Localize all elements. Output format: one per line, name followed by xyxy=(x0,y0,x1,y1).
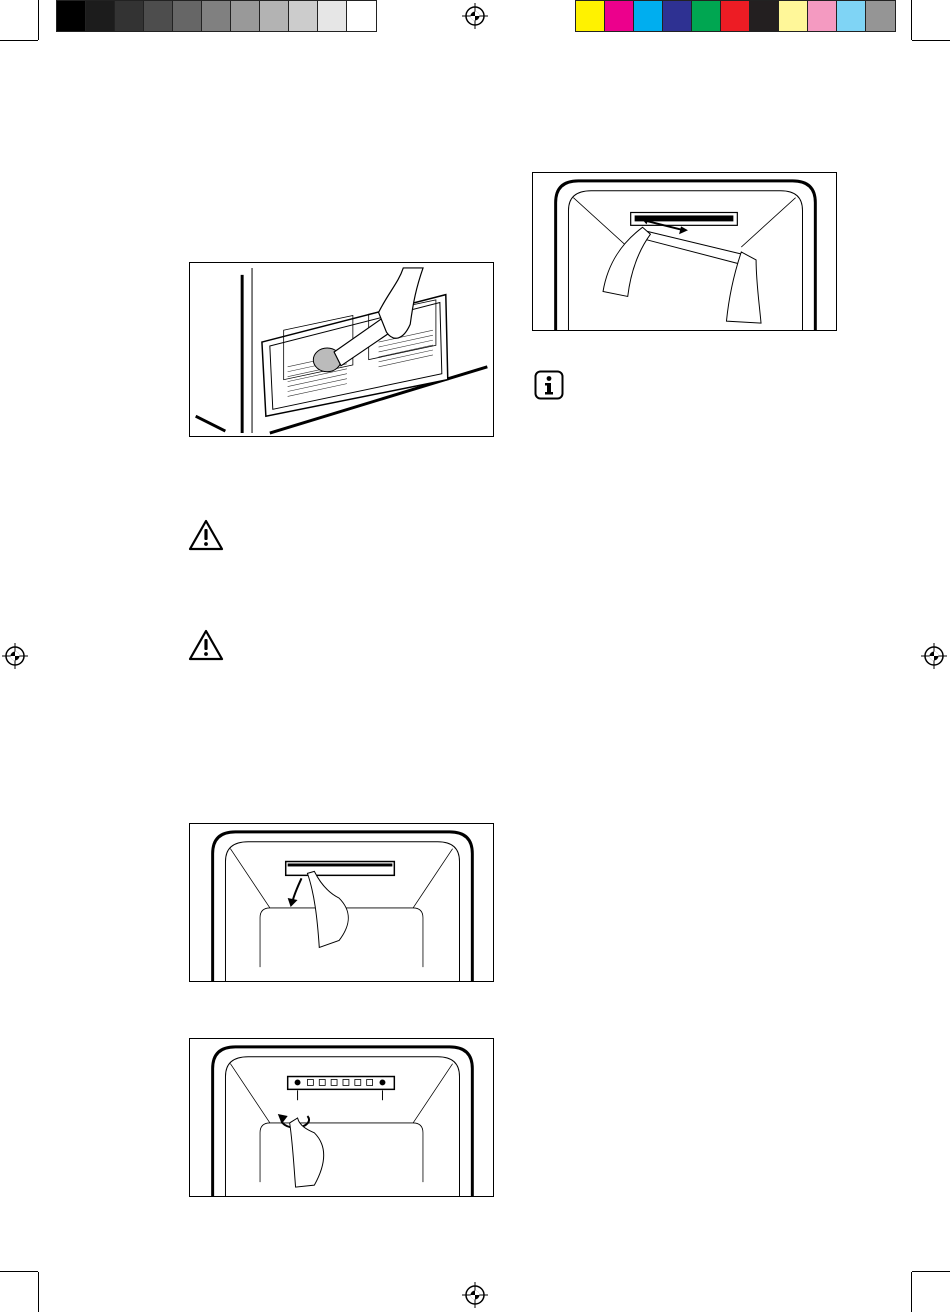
grayscale-swatch xyxy=(202,1,231,31)
warning-triangle-icon xyxy=(188,518,224,552)
process-color-swatch xyxy=(576,1,605,31)
grayscale-swatch xyxy=(289,1,318,31)
registration-mark-icon xyxy=(462,1282,488,1308)
process-color-swatch xyxy=(663,1,692,31)
figure-pull-lamp-cover xyxy=(189,823,494,982)
registration-mark-icon xyxy=(462,3,488,29)
crop-mark-top-left-h xyxy=(0,40,38,41)
grayscale-swatch xyxy=(231,1,260,31)
crop-mark-top-left-v xyxy=(38,0,39,40)
process-color-swatch xyxy=(750,1,779,31)
process-color-swatch xyxy=(605,1,634,31)
process-color-swatch xyxy=(808,1,837,31)
crop-mark-bottom-left-v xyxy=(38,1272,39,1312)
info-i-icon xyxy=(534,370,564,400)
registration-mark-icon xyxy=(2,643,28,669)
grayscale-swatch xyxy=(173,1,202,31)
figure-unscrew-lamp-cover xyxy=(189,1038,494,1197)
registration-mark-icon xyxy=(921,643,947,669)
process-color-bar xyxy=(575,0,896,32)
grayscale-swatch xyxy=(57,1,86,31)
crop-mark-top-right-h xyxy=(912,40,950,41)
grayscale-swatch xyxy=(347,1,376,31)
process-color-swatch xyxy=(837,1,866,31)
warning-triangle-icon xyxy=(188,628,224,662)
grayscale-swatch xyxy=(318,1,347,31)
grayscale-swatch xyxy=(260,1,289,31)
grayscale-swatch xyxy=(115,1,144,31)
crop-mark-top-right-v xyxy=(911,0,912,40)
process-color-swatch xyxy=(779,1,808,31)
crop-mark-bottom-right-v xyxy=(911,1272,912,1312)
process-color-swatch xyxy=(866,1,895,31)
process-color-swatch xyxy=(692,1,721,31)
figure-vacuum-condenser-grille xyxy=(189,262,494,437)
crop-mark-bottom-right-h xyxy=(912,1271,950,1272)
grayscale-swatch xyxy=(86,1,115,31)
process-color-swatch xyxy=(634,1,663,31)
figure-remove-lamp-cover xyxy=(532,172,837,331)
grayscale-swatch xyxy=(144,1,173,31)
process-color-swatch xyxy=(721,1,750,31)
grayscale-color-bar xyxy=(56,0,377,32)
crop-mark-bottom-left-h xyxy=(0,1271,38,1272)
